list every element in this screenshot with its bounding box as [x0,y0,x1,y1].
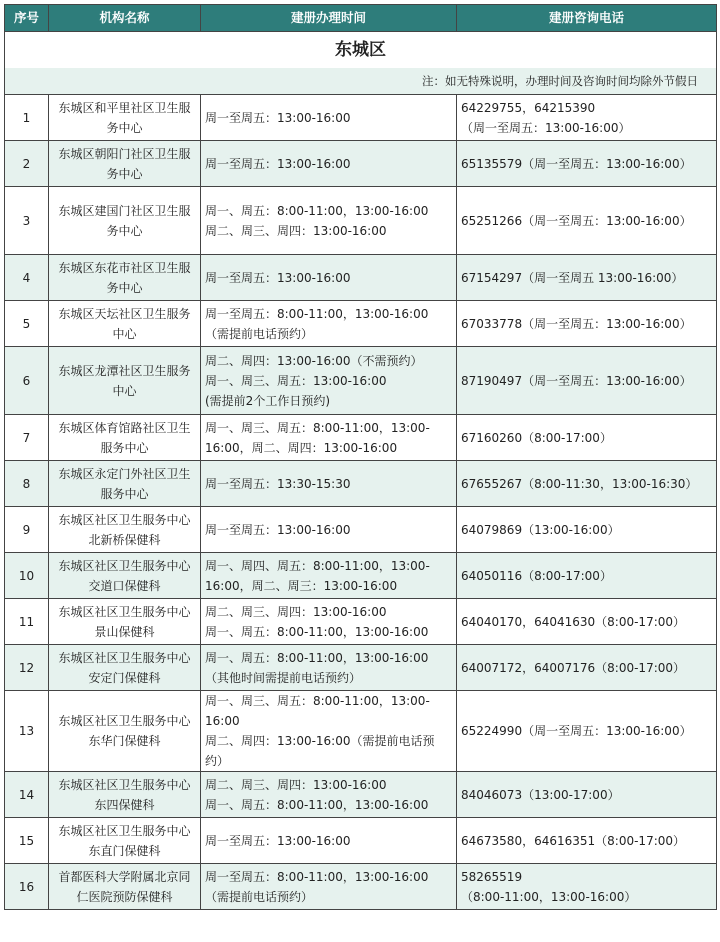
registration-time [201,599,457,645]
consult-phone [457,772,717,818]
institution-name: 东城区永定门外社区卫生服务中心 [49,461,201,507]
time-line: 周二、周三、周四：13:00-16:00 [205,223,387,238]
note-row [5,68,717,95]
institution-name: 东城区天坛社区卫生服务中心 [49,301,201,347]
row-index: 12 [5,645,49,691]
table-body [5,95,717,910]
time-line: 周二、周三、周四：13:00-16:00 [205,777,387,792]
time-line: 周一、周五：8:00-11:00，13:00-16:00 [205,797,429,812]
consult-phone [457,461,717,507]
row-index: 11 [5,599,49,645]
registration-time [201,347,457,415]
phone-line: 67033778（周一至周五：13:00-16:00） [461,316,692,331]
time-line: 周一、周五：8:00-11:00，13:00-16:00 [205,203,429,218]
institution-name: 东城区社区卫生服务中心北新桥保健科 [49,507,201,553]
row-index: 6 [5,347,49,415]
registration-time [201,507,457,553]
institution-name: 东城区社区卫生服务中心交道口保健科 [49,553,201,599]
time-line: 周一至周五：13:30-15:30 [205,476,351,491]
time-line: （其他时间需提前电话预约） [205,670,362,685]
time-line: 周一至周五：8:00-11:00，13:00-16:00 [205,869,429,884]
registration-time [201,141,457,187]
registration-time [201,691,457,772]
consult-phone [457,141,717,187]
institution-name: 东城区建国门社区卫生服务中心 [49,187,201,255]
time-line: 周一、周五：8:00-11:00，13:00-16:00 [205,624,429,639]
phone-line: 67154297（周一至周五 13:00-16:00） [461,270,684,285]
phone-line: 67160260（8:00-17:00） [461,430,612,445]
institution-name: 东城区朝阳门社区卫生服务中心 [49,141,201,187]
phone-line: 84046073（13:00-17:00） [461,787,620,802]
institution-name: 东城区社区卫生服务中心东直门保健科 [49,818,201,864]
phone-line: （周一至周五：13:00-16:00） [461,120,631,135]
time-line: 周一至周五：13:00-16:00 [205,156,351,171]
table-row [5,415,717,461]
phone-line: 64007172，64007176（8:00-17:00） [461,660,686,675]
registration-time [201,461,457,507]
time-line: 周一、周三、周五：8:00-11:00，13:00- [205,420,430,435]
time-line: 16:00，周二、周三：13:00-16:00 [205,578,398,593]
row-index: 5 [5,301,49,347]
time-line: 16:00 [205,714,240,728]
time-line: 周一至周五：8:00-11:00，13:00-16:00 [205,306,429,321]
phone-line: 64040170，64041630（8:00-17:00） [461,614,686,629]
row-index: 10 [5,553,49,599]
table-row [5,553,717,599]
consult-phone [457,347,717,415]
institution-name: 东城区和平里社区卫生服务中心 [49,95,201,141]
institution-name: 东城区体育馆路社区卫生服务中心 [49,415,201,461]
note-text: 注：如无特殊说明，办理时间及咨询时间均除外节假日 [5,68,717,95]
phone-line: 64673580，64616351（8:00-17:00） [461,833,686,848]
phone-line: 87190497（周一至周五：13:00-16:00） [461,373,692,388]
table-row [5,691,717,772]
phone-line: 65135579（周一至周五：13:00-16:00） [461,156,692,171]
row-index: 8 [5,461,49,507]
institution-name: 首都医科大学附属北京同仁医院预防保健科 [49,864,201,910]
table-row [5,864,717,910]
time-line: 周一至周五：13:00-16:00 [205,522,351,537]
consult-phone [457,599,717,645]
table-row [5,95,717,141]
row-index: 2 [5,141,49,187]
header-time: 建册办理时间 [201,5,457,32]
table-row [5,772,717,818]
row-index: 9 [5,507,49,553]
phone-line: 65251266（周一至周五：13:00-16:00） [461,213,692,228]
table-row [5,599,717,645]
phone-line: （8:00-11:00，13:00-16:00） [461,889,637,904]
row-index: 14 [5,772,49,818]
registration-time [201,553,457,599]
table-row [5,645,717,691]
header-row [5,5,717,32]
table-row [5,461,717,507]
institution-name: 东城区龙潭社区卫生服务中心 [49,347,201,415]
consult-phone [457,187,717,255]
phone-line: 58265519 [461,869,523,884]
institution-name: 东城区社区卫生服务中心安定门保健科 [49,645,201,691]
time-line: （需提前电话预约） [205,889,314,904]
consult-phone [457,691,717,772]
institution-name: 东城区东花市社区卫生服务中心 [49,255,201,301]
phone-line: 64229755，64215390 [461,100,596,115]
table-row [5,141,717,187]
registration-time [201,645,457,691]
time-line: 周一至周五：13:00-16:00 [205,270,351,285]
table-row [5,255,717,301]
registration-time [201,301,457,347]
header-name: 机构名称 [49,5,201,32]
row-index: 1 [5,95,49,141]
consult-phone [457,553,717,599]
time-line: 16:00，周二、周四：13:00-16:00 [205,440,398,455]
phone-line: 65224990（周一至周五：13:00-16:00） [461,724,692,738]
table-row [5,347,717,415]
registration-time [201,255,457,301]
phone-line: 64050116（8:00-17:00） [461,568,612,583]
time-line: 周一、周三、周五：8:00-11:00，13:00- [205,694,430,708]
row-index: 15 [5,818,49,864]
document-sheet [4,4,716,910]
clinic-table [4,4,717,910]
time-line: 周一、周四、周五：8:00-11:00，13:00- [205,558,430,573]
phone-line: 64079869（13:00-16:00） [461,522,620,537]
time-line: 周一至周五：13:00-16:00 [205,833,351,848]
consult-phone [457,864,717,910]
time-line: 周一至周五：13:00-16:00 [205,110,351,125]
consult-phone [457,415,717,461]
page-title: 东城区 [5,32,717,69]
consult-phone [457,301,717,347]
table-row [5,187,717,255]
row-index: 3 [5,187,49,255]
registration-time [201,818,457,864]
time-line: 周二、周四：13:00-16:00（不需预约） [205,353,423,368]
registration-time [201,415,457,461]
registration-time [201,187,457,255]
institution-name: 东城区社区卫生服务中心景山保健科 [49,599,201,645]
time-line: 周二、周三、周四：13:00-16:00 [205,604,387,619]
row-index: 16 [5,864,49,910]
institution-name: 东城区社区卫生服务中心东华门保健科 [49,691,201,772]
consult-phone [457,95,717,141]
row-index: 7 [5,415,49,461]
phone-line: 67655267（8:00-11:30，13:00-16:30） [461,476,698,491]
time-line: (需提前2个工作日预约) [205,393,330,408]
time-line: （需提前电话预约） [205,326,314,341]
table-row [5,507,717,553]
institution-name: 东城区社区卫生服务中心东四保健科 [49,772,201,818]
time-line: 周一、周三、周五：13:00-16:00 [205,373,387,388]
table-row [5,818,717,864]
registration-time [201,864,457,910]
consult-phone [457,507,717,553]
title-row [5,32,717,69]
time-line: 周一、周五：8:00-11:00，13:00-16:00 [205,650,429,665]
table-row [5,301,717,347]
row-index: 4 [5,255,49,301]
consult-phone [457,645,717,691]
registration-time [201,95,457,141]
row-index: 13 [5,691,49,772]
header-index: 序号 [5,5,49,32]
consult-phone [457,818,717,864]
consult-phone [457,255,717,301]
header-phone: 建册咨询电话 [457,5,717,32]
registration-time [201,772,457,818]
time-line: 周二、周四：13:00-16:00（需提前电话预约） [205,734,435,768]
